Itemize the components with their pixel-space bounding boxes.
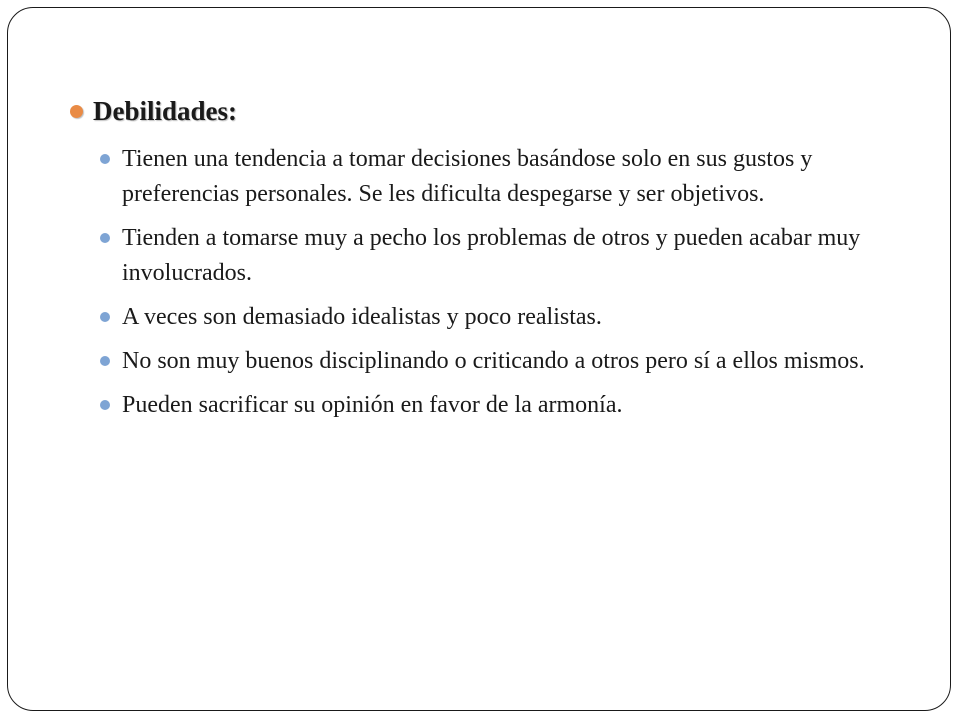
blue-bullet-icon <box>100 356 110 366</box>
blue-bullet-icon <box>100 400 110 410</box>
list-item <box>100 142 890 212</box>
list-item <box>100 221 890 291</box>
list-item-text: Tienen una tendencia a tomar decisiones basándose solo en sus gustos y preferencias personales. Se les dificulta despegarse y ser objetivos. <box>122 146 813 207</box>
list-item-text: Tienden a tomarse muy a pecho los problemas de otros y pueden acabar muy involucrados. <box>122 225 861 286</box>
slide-heading: Debilidades: <box>93 96 238 126</box>
list-item-text: Pueden sacrificar su opinión en favor de la armonía. <box>122 392 623 418</box>
heading-row <box>70 92 890 130</box>
list-item <box>100 344 890 379</box>
blue-bullet-icon <box>100 233 110 243</box>
blue-bullet-icon <box>100 154 110 164</box>
blue-bullet-icon <box>100 312 110 322</box>
slide-frame <box>7 7 951 711</box>
list-item <box>100 300 890 335</box>
list-item-text: No son muy buenos disciplinando o criticando a otros pero sí a ellos mismos. <box>122 348 865 374</box>
list-item-text: A veces son demasiado idealistas y poco realistas. <box>122 304 602 330</box>
list-item <box>100 388 890 423</box>
orange-bullet-icon <box>70 105 83 118</box>
bullet-list <box>70 142 890 423</box>
slide-content <box>70 92 890 432</box>
